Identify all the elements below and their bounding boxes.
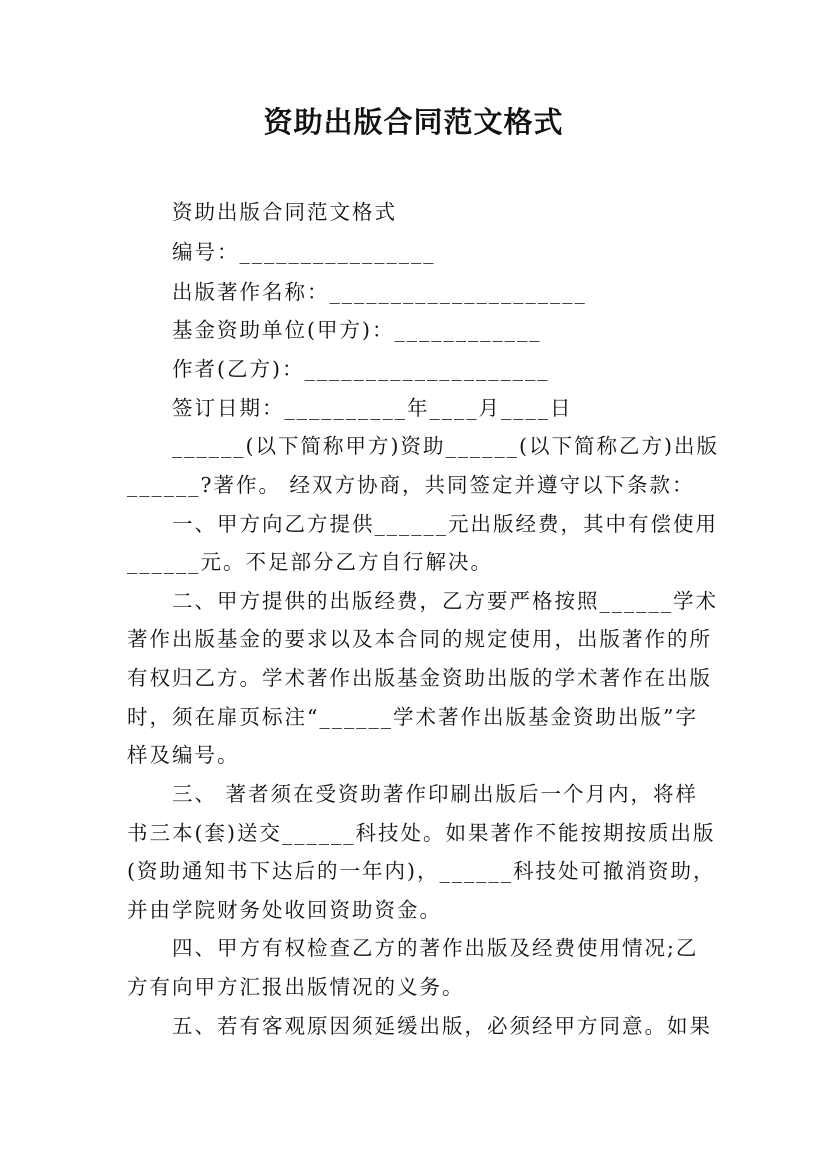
clause-3-line-4: 并由学院财务处收回资助资金。 bbox=[127, 898, 442, 922]
field-work-name: 出版著作名称：_____________________ bbox=[172, 280, 587, 304]
clause-5-line-1: 五、若有客观原因须延缓出版，必须经甲方同意。如果 bbox=[172, 1014, 712, 1038]
paragraph-intro-line-1: ______(以下简称甲方)资助______(以下简称乙方)出版 bbox=[172, 434, 719, 458]
clause-1-line-2: ______元。不足部分乙方自行解决。 bbox=[127, 550, 493, 574]
clause-2-line-2: 著作出版基金的要求以及本合同的规定使用，出版著作的所 bbox=[127, 627, 712, 651]
field-number: 编号：________________ bbox=[172, 240, 436, 264]
clause-2-line-1: 二、甲方提供的出版经费，乙方要严格按照______学术 bbox=[172, 589, 718, 613]
clause-2-line-3: 有权归乙方。学术著作出版基金资助出版的学术著作在出版 bbox=[127, 666, 712, 690]
clause-3-line-3: (资助通知书下达后的一年内)，______科技处可撤消资助， bbox=[127, 859, 716, 883]
field-party-b: 作者(乙方)：____________________ bbox=[172, 357, 550, 381]
clause-2-line-4: 时，须在扉页标注“______学术著作出版基金资助出版”字 bbox=[127, 705, 698, 729]
clause-4-line-1: 四、甲方有权检查乙方的著作出版及经费使用情况;乙 bbox=[172, 936, 699, 960]
document-title: 资助出版合同范文格式 bbox=[263, 105, 564, 139]
field-sign-date: 签订日期：__________年____月____日 bbox=[172, 396, 573, 420]
paragraph-intro-line-2: ______?著作。 经双方协商，共同签定并遵守以下条款： bbox=[127, 473, 695, 497]
clause-3-line-1: 三、 著者须在受资助著作印刷出版后一个月内，将样 bbox=[172, 782, 699, 806]
clause-4-line-2: 方有向甲方汇报出版情况的义务。 bbox=[127, 975, 465, 999]
clause-1-line-1: 一、甲方向乙方提供______元出版经费，其中有偿使用 bbox=[172, 512, 718, 536]
field-party-a: 基金资助单位(甲方)：____________ bbox=[172, 318, 542, 342]
doc-subtitle: 资助出版合同范文格式 bbox=[172, 200, 397, 224]
clause-2-line-5: 样及编号。 bbox=[127, 743, 240, 767]
clause-3-line-2: 书三本(套)送交______科技处。如果著作不能按期按质出版 bbox=[127, 821, 716, 845]
